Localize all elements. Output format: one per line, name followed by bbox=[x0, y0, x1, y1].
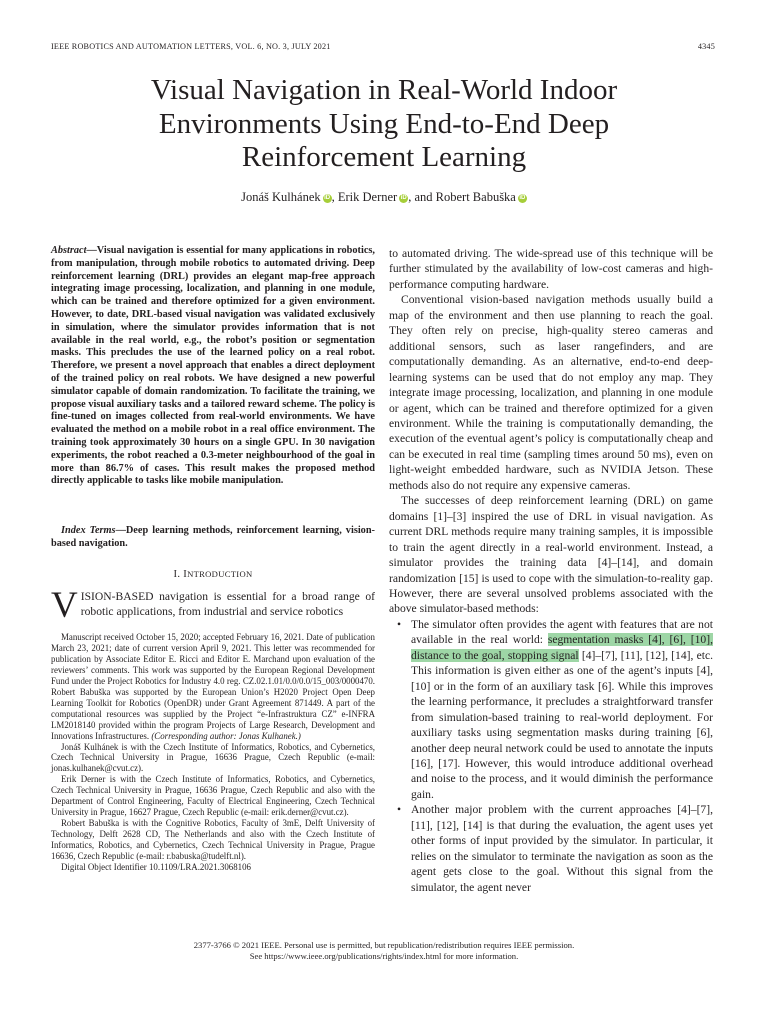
author-3: , and Robert Babuška bbox=[408, 190, 516, 204]
page-number: 4345 bbox=[697, 42, 715, 51]
author-line bbox=[0, 190, 768, 205]
drop-cap: V bbox=[51, 585, 78, 626]
author-1: Jonáš Kulhánek bbox=[241, 190, 321, 204]
copyright-line: 2377-3766 © 2021 IEEE. Personal use is permitted, but republication/redistribution requires IEEE permission. bbox=[193, 940, 575, 950]
paper-title: Visual Navigation in Real-World Indoor Environments Using End-to-End Deep Reinforcement Learning bbox=[150, 74, 618, 173]
index-terms bbox=[51, 525, 375, 551]
orcid-icon[interactable]: iD bbox=[400, 195, 407, 201]
paragraph: The successes of deep reinforcement learning (DRL) on game domains [1]–[3] inspired the use of DRL in visual navigation. As current DRL methods require many training samples, it is impossible to train the agent directly in a real-world environment. Instead, a simulator provides the training data [4]–[14], and domain randomization [15] is used to cope with the simulation-to-reality gap. However, there are several unsolved problems associated with the above simulator-based methods: bbox=[389, 494, 713, 616]
orcid-icon[interactable]: iD bbox=[519, 195, 526, 201]
index-terms-text: —Deep learning methods, reinforcement learning, vision-based navigation. bbox=[51, 525, 375, 549]
list-item: • Another major problem with the current approaches [4]–[7], [11], [12], [14] is that during the evaluation, the agent uses yet other forms of input provided by the simulator. In particular, it relies on the simulator to terminate the navigation as soon as the agent gets close to the goal. Without this signal from the simulator, the agent never bbox=[411, 802, 713, 895]
footnote-doi: Digital Object Identifier 10.1109/LRA.2021.3068106 bbox=[61, 862, 251, 873]
right-column bbox=[389, 246, 713, 895]
rights-link-line: See https://www.ieee.org/publications/rights/index.html for more information. bbox=[249, 951, 519, 961]
journal-name: IEEE ROBOTICS AND AUTOMATION LETTERS, VOL. 6, NO. 3, JULY 2021 bbox=[51, 42, 331, 51]
copyright-footer bbox=[0, 940, 768, 962]
intro-paragraph bbox=[51, 585, 375, 626]
list-item: • The simulator often provides the agent with features that are not available in the real world: segmentation masks [4], [6], [10], distance to the goal, stopping signal [4]–[7], [11], [12], [14], etc. This information is given either as one of the agent’s inputs [4], [10] or in the form of an auxiliary task [6]. While this improves the learning performance, it precludes a straightforward transfer from simulation-based training to real-world deployment. For auxiliary tasks using segmentation masks during training [6], another deep neural network could be used to annotate the inputs [16], [17]. However, this would introduce additional overhead and noise to the process, and it would diminish the performance gain. bbox=[411, 617, 713, 802]
section-heading: I. INTRODUCTION bbox=[173, 569, 253, 580]
intro-text: ISION-BASED navigation is essential for a broad range of robotic applications, from industrial and service robotics bbox=[80, 590, 375, 618]
highlighted-text[interactable]: segmentation masks [4], [6], [10], distance to the goal, stopping signal bbox=[411, 633, 713, 662]
footnotes bbox=[51, 632, 375, 873]
footnote-author-1: Jonáš Kulhánek is with the Czech Institute of Informatics, Robotics, and Cybernetics, Czech Technical University in Prague, 16636 Prague, Czech Republic (e-mail: jonas.kulhanek@cvut.cz). bbox=[51, 741, 375, 774]
paragraph: Conventional vision-based navigation methods usually build a map of the environment and then use planning to reach the goal. They often rely on precise, high-quality stereo cameras and additional sensors, such as laser rangefinders, and are computationally demanding. As an alternative, end-to-end deep-learning systems can be used that do not employ any map. They integrate image processing, localization, and planning in one module or agent, which can be trained and therefore optimized for a given environment. While the training is computationally demanding, the execution of the eventual agent’s policy is computationally cheap and can be executed in real time (sampling times around 50 ms), even on light-weight embedded hardware, such as NVIDIA Jetson. These methods also do not require any expensive cameras. bbox=[389, 293, 713, 492]
orcid-icon[interactable]: iD bbox=[324, 195, 331, 201]
footnote-author-2: Erik Derner is with the Czech Institute of Informatics, Robotics, and Cybernetics, Czech Technical University in Prague, 16636 Prague, Czech Republic and also with the Department of Control Engineering, Faculty of Electrical Engineering, Czech Technical University in Prague, 16627 Prague, Czech Republic (e-mail: erik.derner@cvut.cz). bbox=[51, 774, 375, 818]
abstract bbox=[51, 245, 375, 488]
footnote-manuscript: Manuscript received October 15, 2020; accepted February 16, 2021. Date of publication March 23, 2021; date of current version April 9, 2021. This letter was recommended for publication by Associate Editor E. Ricci and Editor E. Marchand upon evaluation of the reviewers’ comments. This work was supported by the European Regional Development Fund under the Project Robotics for Industry 4.0 reg. CZ.02.1.01/0.0/0.0/15_003/0000470. Robert Babuška was supported by the European Union’s H2020 Project Open Deep Learning Toolkit for Robotics (OpenDR) under Grant Agreement 871449. A part of the computational resources was supplied by the Project “e-Infrastruktura CZ” e-INFRA LM2018140 provided within the program Projects of Large Research, Development and Innovations Infrastructures. (Corresponding author: Jonas Kulhanek.) bbox=[51, 632, 375, 741]
paragraph: to automated driving. The wide-spread use of this technique will be further stimulated by the availability of low-cost cameras and high-performance computing hardware. bbox=[389, 247, 713, 291]
footnote-author-3: Robert Babuška is with the Cognitive Robotics, Faculty of 3mE, Delft University of Technology, Delft 2628 CD, The Netherlands and also with the Czech Institute of Informatics, Robotics, and Cybernetics, Czech Technical University in Prague, Prague 16636, Czech Republic (e-mail: r.babuska@tudelft.nl). bbox=[51, 818, 375, 862]
abstract-label: Abstract bbox=[51, 245, 87, 256]
running-header bbox=[51, 42, 715, 51]
abstract-text: —Visual navigation is essential for many applications in robotics, from manipulation, through mobile robotics to automated driving. Deep reinforcement learning (DRL) provides an elegant map-free approach integrating image processing, localization, and planning in one module, which can be trained and therefore optimized for a given environment. However, to date, DRL-based visual navigation was validated exclusively in simulation, where the simulator provides information that is not available in the real world, e.g., the robot’s position or segmentation masks. This precludes the use of the learned policy on a real robot. Therefore, we present a novel approach that enables a direct deployment of the trained policy on real robots. We have designed a new powerful simulator capable of domain randomization. To facilitate the training, we propose visual auxiliary tasks and a tailored reward scheme. The policy is fine-tuned on images collected from real-world environments. We have evaluated the method on a mobile robot in a real office environment. The training took approximately 30 hours on a single GPU. In 30 navigation experiments, the robot reached a 0.3-meter neighbourhood of the goal in more than 86.7% of cases. This result makes the proposed method directly applicable to tasks like mobile manipulation. bbox=[51, 245, 375, 487]
problem-list bbox=[389, 617, 713, 895]
author-2: , Erik Derner bbox=[331, 190, 398, 204]
index-terms-label: Index Terms bbox=[61, 525, 116, 536]
